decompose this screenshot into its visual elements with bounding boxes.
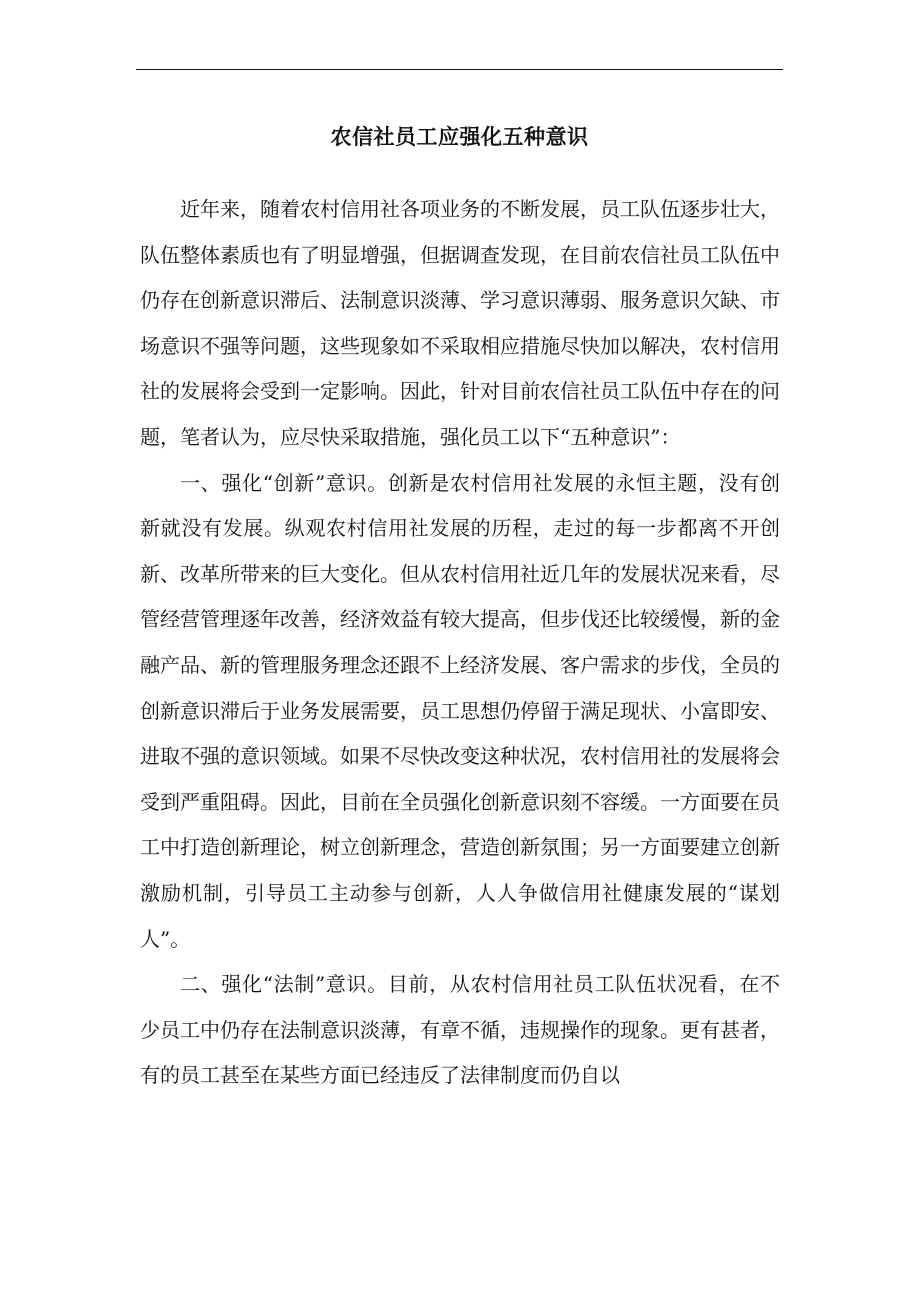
paragraph-legal: 二、强化“法制”意识。目前，从农村信用社员工队伍状况看，在不少员工中仍存在法制意识淡薄，有章不循，违规操作的现象。更有甚者，有的员工甚至在某些方面已经违反了法律制度而仍自以 [140, 972, 780, 1088]
header-rule [136, 69, 783, 70]
document-title: 农信社员工应强化五种意识 [330, 125, 589, 149]
paragraph-intro: 近年来，随着农村信用社各项业务的不断发展，员工队伍逐步壮大，队伍整体素质也有了明显增强，但据调查发现，在目前农信社员工队伍中仍存在创新意识滞后、法制意识淡薄、学习意识薄弱、服务意识欠缺、市场意识不强等问题，这些现象如不采取相应措施尽快加以解决，农村信用社的发展将会受到一定影响。因此，针对目前农信社员工队伍中存在的问题，笔者认为，应尽快采取措施，强化员工以下“五种意识”： [140, 197, 780, 449]
paragraph-innovation: 一、强化“创新”意识。创新是农村信用社发展的永恒主题，没有创新就没有发展。纵观农村信用社发展的历程，走过的每一步都离不开创新、改革所带来的巨大变化。但从农村信用社近几年的发展状况来看，尽管经营管理逐年改善，经济效益有较大提高，但步伐还比较缓慢，新的金融产品、新的管理服务理念还跟不上经济发展、客户需求的步伐，全员的创新意识滞后于业务发展需要，员工思想仍停留于满足现状、小富即安、进取不强的意识领域。如果不尽快改变这种状况，农村信用社的发展将会受到严重阻碍。因此，目前在全员强化创新意识刻不容缓。一方面要在员工中打造创新理论，树立创新理念，营造创新氛围；另一方面要建立创新激励机制，引导员工主动参与创新，人人争做信用社健康发展的“谋划人”。 [140, 470, 780, 951]
document-body [140, 187, 780, 1099]
